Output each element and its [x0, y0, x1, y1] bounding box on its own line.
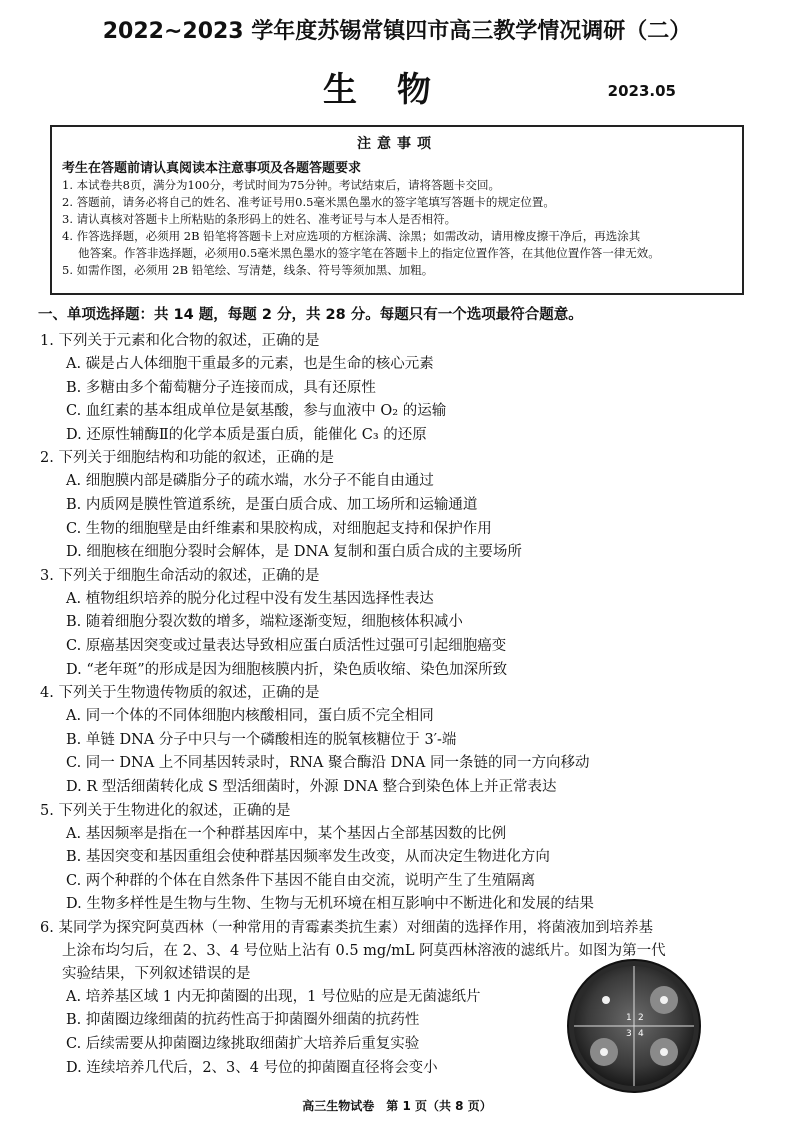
option-c: C. 同一 DNA 上不同基因转录时，RNA 聚合酶沿 DNA 同一条链的同一方向移动	[66, 755, 590, 772]
petri-dish-figure	[566, 958, 702, 1094]
notice-heading: 考生在答题前请认真阅读本注意事项及各题答题要求	[62, 161, 362, 176]
notice-title: 注意事项	[357, 136, 437, 152]
option-b: B. 基因突变和基因重组会使种群基因频率发生改变，从而决定生物进化方向	[66, 849, 550, 866]
option-a: A. 细胞膜内部是磷脂分子的疏水端，水分子不能自由通过	[66, 473, 434, 490]
filter-disc-2	[660, 996, 668, 1004]
option-a: A. 碳是占人体细胞干重最多的元素，也是生命的核心元素	[66, 356, 434, 372]
question-stem: 2. 下列关于细胞结构和功能的叙述，正确的是	[40, 450, 334, 467]
option-d: D. “老年斑”的形成是因为细胞核膜内折，染色质收缩、染色加深所致	[66, 661, 508, 678]
option-c: C. 后续需要从抑菌圈边缘挑取细菌扩大培养后重复实验	[66, 1036, 420, 1053]
option-b: B. 内质网是膜性管道系统，是蛋白质合成、加工场所和运输通道	[66, 496, 478, 513]
region-label-4: 4	[638, 1029, 644, 1039]
notice-item: 3. 请认真核对答题卡上所粘贴的条形码上的姓名、准考证号与本人是否相符。	[62, 212, 457, 226]
question-3	[40, 565, 760, 682]
filter-disc-1	[602, 996, 610, 1004]
option-a: A. 基因频率是指在一个种群基因库中，某个基因占全部基因数的比例	[66, 825, 507, 842]
notice-box	[50, 125, 744, 295]
region-label-2: 2	[638, 1013, 644, 1023]
option-d: D. 生物多样性是生物与生物、生物与无机环境在相互影响中不断进化和发展的结果	[66, 896, 594, 913]
question-stem: 1. 下列关于元素和化合物的叙述，正确的是	[40, 333, 320, 349]
option-b: B. 多糖由多个葡萄糖分子连接而成，具有还原性	[66, 379, 376, 396]
region-label-3: 3	[626, 1029, 632, 1039]
question-2	[40, 447, 760, 564]
question-5	[40, 800, 760, 917]
notice-item: 2. 答题前，请务必将自己的姓名、准考证号用0.5毫米黑色墨水的签字笔填写答题卡的规定位置。	[62, 195, 555, 209]
page-footer: 高三生物试卷 第 1 页（共 8 页）	[302, 1099, 492, 1113]
option-d: D. R 型活细菌转化成 S 型活细菌时，外源 DNA 整合到染色体上并正常表达	[66, 778, 557, 795]
filter-disc-4	[660, 1048, 668, 1056]
option-a: A. 培养基区域 1 内无抑菌圈的出现，1 号位贴的应是无菌滤纸片	[66, 988, 481, 1005]
question-1	[40, 330, 760, 447]
question-stem: 4. 下列关于生物遗传物质的叙述，正确的是	[40, 685, 320, 702]
option-b: B. 抑菌圈边缘细菌的抗药性高于抑菌圈外细菌的抗药性	[66, 1012, 420, 1029]
notice-item: 5. 如需作图，必须用 2B 铅笔绘、写清楚，线条、符号等须加黑、加粗。	[62, 263, 434, 277]
option-c: C. 原癌基因突变或过量表达导致相应蛋白质活性过强可引起细胞癌变	[66, 637, 507, 654]
exam-date: 2023.05	[607, 82, 676, 100]
option-d: D. 连续培养几代后，2、3、4 号位的抑菌圈直径将会变小	[66, 1059, 438, 1076]
question-stem: 3. 下列关于细胞生命活动的叙述，正确的是	[40, 567, 320, 584]
option-c: C. 两个种群的个体在自然条件下基因不能自由交流，说明产生了生殖隔离	[66, 872, 536, 889]
notice-item: 他答案。作答非选择题，必须用0.5毫米黑色墨水的签字笔在答题卡上的指定位置作答，在其他位置作答一律无效。	[78, 246, 660, 260]
question-stem: 6. 某同学为探究阿莫西林（一种常用的青霉素类抗生素）对细菌的选择作用，将菌液加到培养基	[40, 919, 653, 936]
option-a: A. 同一个体的不同体细胞内核酸相同，蛋白质不完全相同	[66, 708, 434, 725]
subject-title: 生物	[323, 70, 471, 110]
question-4	[40, 682, 760, 799]
option-b: B. 随着细胞分裂次数的增多，端粒逐渐变短，细胞核体积减小	[66, 614, 463, 631]
option-d: D. 还原性辅酶Ⅱ的化学本质是蛋白质，能催化 C₃ 的还原	[66, 426, 427, 443]
question-stem-continued: 实验结果，下列叙述错误的是	[62, 965, 251, 982]
option-b: B. 单链 DNA 分子中只与一个磷酸相连的脱氧核糖位于 3′-端	[66, 731, 457, 748]
notice-item: 4. 作答选择题，必须用 2B 铅笔将答题卡上对应选项的方框涂满、涂黑；如需改动，请用橡皮擦干净后，再选涂其	[62, 229, 641, 243]
region-label-1: 1	[626, 1013, 632, 1023]
notice-item: 1. 本试卷共8页，满分为100分，考试时间为75分钟。考试结束后，请将答题卡交回。	[62, 178, 501, 192]
exam-title: 2022~2023 学年度苏锡常镇四市高三教学情况调研（二）	[102, 19, 692, 44]
option-a: A. 植物组织培养的脱分化过程中没有发生基因选择性表达	[66, 590, 434, 607]
option-c: C. 血红素的基本组成单位是氨基酸，参与血液中 O₂ 的运输	[66, 403, 447, 420]
filter-disc-3	[600, 1048, 608, 1056]
section-heading: 一、单项选择题：共 14 题，每题 2 分，共 28 分。每题只有一个选项最符合题意。	[38, 307, 583, 323]
question-stem-continued: 上涂布均匀后，在 2、3、4 号位贴上沾有 0.5 mg/mL 阿莫西林溶液的滤纸片。如图为第一代	[62, 942, 666, 959]
question-stem: 5. 下列关于生物进化的叙述，正确的是	[40, 802, 291, 819]
option-d: D. 细胞核在细胞分裂时会解体，是 DNA 复制和蛋白质合成的主要场所	[66, 544, 522, 561]
option-c: C. 生物的细胞壁是由纤维素和果胶构成，对细胞起支持和保护作用	[66, 520, 492, 537]
